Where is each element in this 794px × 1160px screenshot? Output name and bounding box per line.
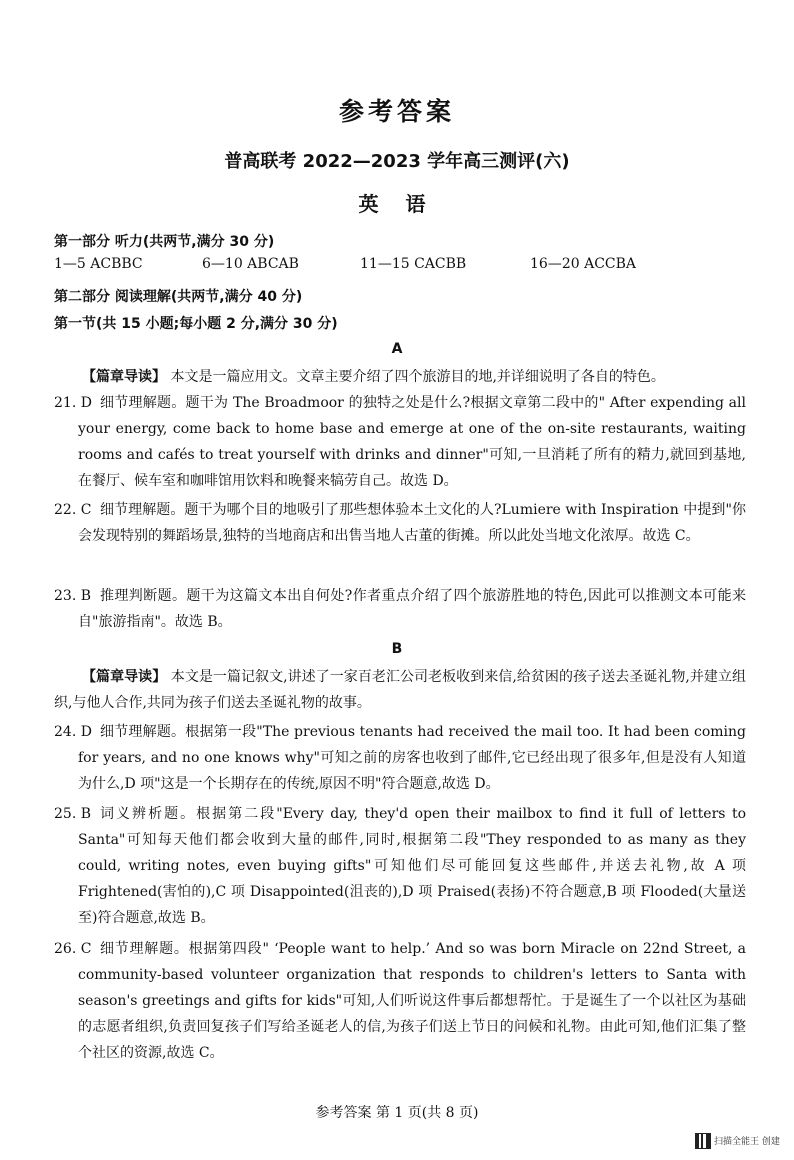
answer-explanation: 推理判断题。题干为这篇文本出自何处?作者重点介绍了四个旅游胜地的特色,因此可以推测文本可能来自"旅游指南"。故选 B。 xyxy=(78,588,746,630)
listening-answers-6-10: 6—10 ABCAB xyxy=(202,256,299,272)
listening-answers-16-20: 16—20 ACCBA xyxy=(530,256,637,272)
section1-heading: 第一节(共 15 小题;每小题 2 分,满分 30 分) xyxy=(54,316,338,332)
question-number: 21. D xyxy=(54,395,92,411)
answer-explanation: 细节理解题。题干为哪个目的地吸引了那些想体验本土文化的人?Lumiere with Inspiration 中提到"你会发现特别的舞蹈场景,独特的当地商店和出售当地人古董的街摊。所以此处当地文化浓厚。故选 C。 xyxy=(78,502,746,544)
guide-text: 本文是一篇记叙文,讲述了一家百老汇公司老板收到来信,给贫困的孩子送去圣诞礼物,并建立组织,与他人合作,共同为孩子们送去圣诞礼物的故事。 xyxy=(54,669,746,711)
answer-explanation: 词义辨析题。根据第二段"Every day, they'd open their mailbox to find it full of letters to Santa"可知每天他们都会收到大量的邮件,同时,根据第二段"They responded to as many as they could, writing notes, even buying gifts"可知他们尽可能回复这些邮件,并送去礼物,故 A 项 Frightened(害怕的),C 项 Disappointed(沮丧的),D 项 Praised(表扬)不符合题意,B 项 Flooded(大量送至)符合题意,故选 B。 xyxy=(78,806,746,926)
question-number: 24. D xyxy=(54,724,92,740)
subject-title: 英 语 xyxy=(358,192,436,216)
exam-subtitle: 普高联考 2022—2023 学年高三测评(六) xyxy=(224,151,570,172)
question-number: 23. B xyxy=(54,588,92,604)
passage-b-label: B xyxy=(391,641,403,657)
guide-label: 【篇章导读】 xyxy=(82,669,167,685)
page-title: 参考答案 xyxy=(338,97,455,126)
answer-explanation: 细节理解题。根据第一段"The previous tenants had received the mail too. It had been coming for years, and no one knows why"可知之前的房客也收到了邮件,它已经出现了很多年,但是没有人知道为什么,D 项"这是一个长期存在的传统,原因不明"符合题意,故选 D。 xyxy=(78,724,746,792)
question-number: 22. C xyxy=(54,502,92,518)
listening-answers-11-15: 11—15 CACBB xyxy=(360,256,467,272)
passage-b-guide xyxy=(54,664,746,716)
page-footer: 参考答案 第 1 页(共 8 页) xyxy=(315,1105,479,1121)
guide-label: 【篇章导读】 xyxy=(82,369,166,385)
qr-code-icon xyxy=(696,1134,710,1148)
listening-answers-1-5: 1—5 ACBBC xyxy=(54,256,143,272)
passage-a-guide xyxy=(54,364,746,390)
passage-a-label: A xyxy=(391,341,403,357)
question-number: 25. B xyxy=(54,806,92,822)
answer-explanation: 细节理解题。根据第四段" ‘People want to help.’ And so was born Miracle on 22nd Street, a community-based volunteer organization that responds to children's letters to Santa with season's greetings and gifts for kids"可知,人们听说这件事后都想帮忙。于是诞生了一个以社区为基础的志愿者组织,负责回复孩子们写给圣诞老人的信,为孩子们送上节日的问候和礼物。由此可知,他们汇集了整个社区的资源,故选 C。 xyxy=(78,941,746,1061)
question-number: 26. C xyxy=(54,941,92,957)
scanner-watermark: 扫描全能王 创建 xyxy=(714,1137,780,1147)
part2-heading: 第二部分 阅读理解(共两节,满分 40 分) xyxy=(54,289,303,305)
guide-text: 本文是一篇应用文。文章主要介绍了四个旅游目的地,并详细说明了各自的特色。 xyxy=(166,369,665,385)
part1-heading: 第一部分 听力(共两节,满分 30 分) xyxy=(54,234,275,250)
answer-explanation: 细节理解题。题干为 The Broadmoor 的独特之处是什么?根据文章第二段中的" After expending all your energy, come back to home base and emerge at one of the on-site restaurants, waiting rooms and cafés to treat yourself with drinks and dinner"可知,一旦消耗了所有的精力,就回到基地,在餐厅、候车室和咖啡馆用饮料和晚餐来犒劳自己。故选 D。 xyxy=(78,395,746,489)
